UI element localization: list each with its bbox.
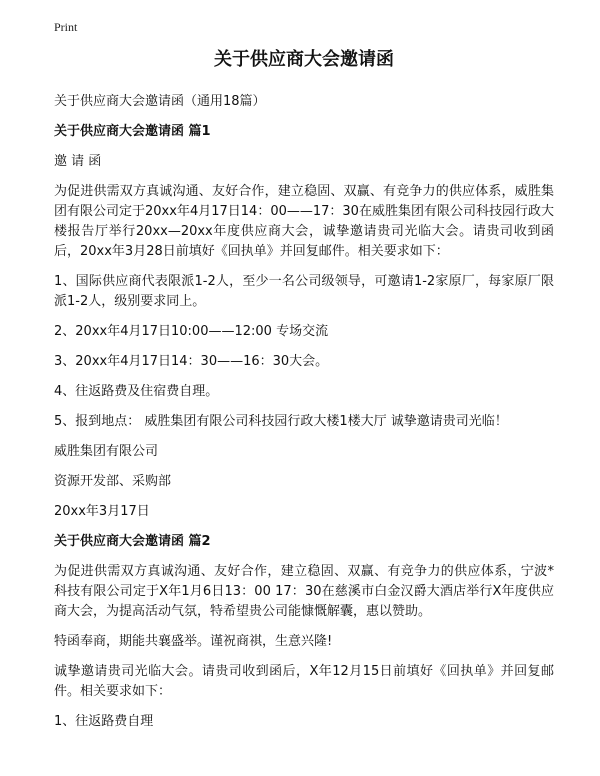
signature-department: 资源开发部、采购部 — [54, 474, 172, 489]
requirement-item: 3、20xx年4月17日14：30——16：30大会。 — [54, 354, 329, 369]
requirement-item: 5、报到地点： 威胜集团有限公司科技园行政大楼1楼大厅 诚挚邀请贵司光临！ — [54, 414, 508, 429]
paragraph: 特函奉商，期能共襄盛举。谨祝商祺，生意兴隆! — [54, 634, 333, 649]
page-title: 关于供应商大会邀请函 — [214, 49, 394, 70]
requirement-item: 1、国际供应商代表限派1-2人，至少一名公司级领导，可邀请1-2家原厂，每家原厂限派1-2人，级别要求同上。 — [54, 274, 554, 309]
document-body — [54, 48, 554, 742]
print-link[interactable]: Print — [54, 20, 78, 34]
section-heading-1: 关于供应商大会邀请函 篇1 — [54, 124, 211, 139]
paragraph: 为促进供需双方真诚沟通、友好合作，建立稳固、双赢、有竞争力的供应体系，宁波*科技有限公司定于X年1月6日13：00 17：30在慈溪市白金汉爵大酒店举行X年度供应商大会，为提高活动气氛，特希望贵公司能慷慨解囊，惠以赞助。 — [54, 564, 554, 619]
section-heading-2: 关于供应商大会邀请函 篇2 — [54, 534, 211, 549]
signature-company: 威胜集团有限公司 — [54, 444, 159, 459]
requirement-item: 2、20xx年4月17日10:00——12:00 专场交流 — [54, 324, 329, 339]
invitation-label: 邀 请 函 — [54, 154, 102, 169]
requirement-item: 1、往返路费自理 — [54, 714, 154, 729]
paragraph: 为促进供需双方真诚沟通、友好合作，建立稳固、双赢、有竞争力的供应体系，威胜集团有限公司定于20xx年4月17日14：00——17：30在威胜集团有限公司科技园行政大楼报告厅举行20xx—20xx年度供应商大会，诚挚邀请贵司光临大会。请贵司收到函后，20xx年3月28日前填好《回执单》并回复邮件。相关要求如下： — [54, 184, 554, 259]
requirement-item: 4、往返路费及住宿费自理。 — [54, 384, 219, 399]
paragraph: 诚挚邀请贵司光临大会。请贵司收到函后，X年12月15日前填好《回执单》并回复邮件。相关要求如下： — [54, 664, 554, 699]
document-subtitle: 关于供应商大会邀请函（通用18篇） — [54, 94, 266, 109]
signature-date: 20xx年3月17日 — [54, 504, 150, 519]
